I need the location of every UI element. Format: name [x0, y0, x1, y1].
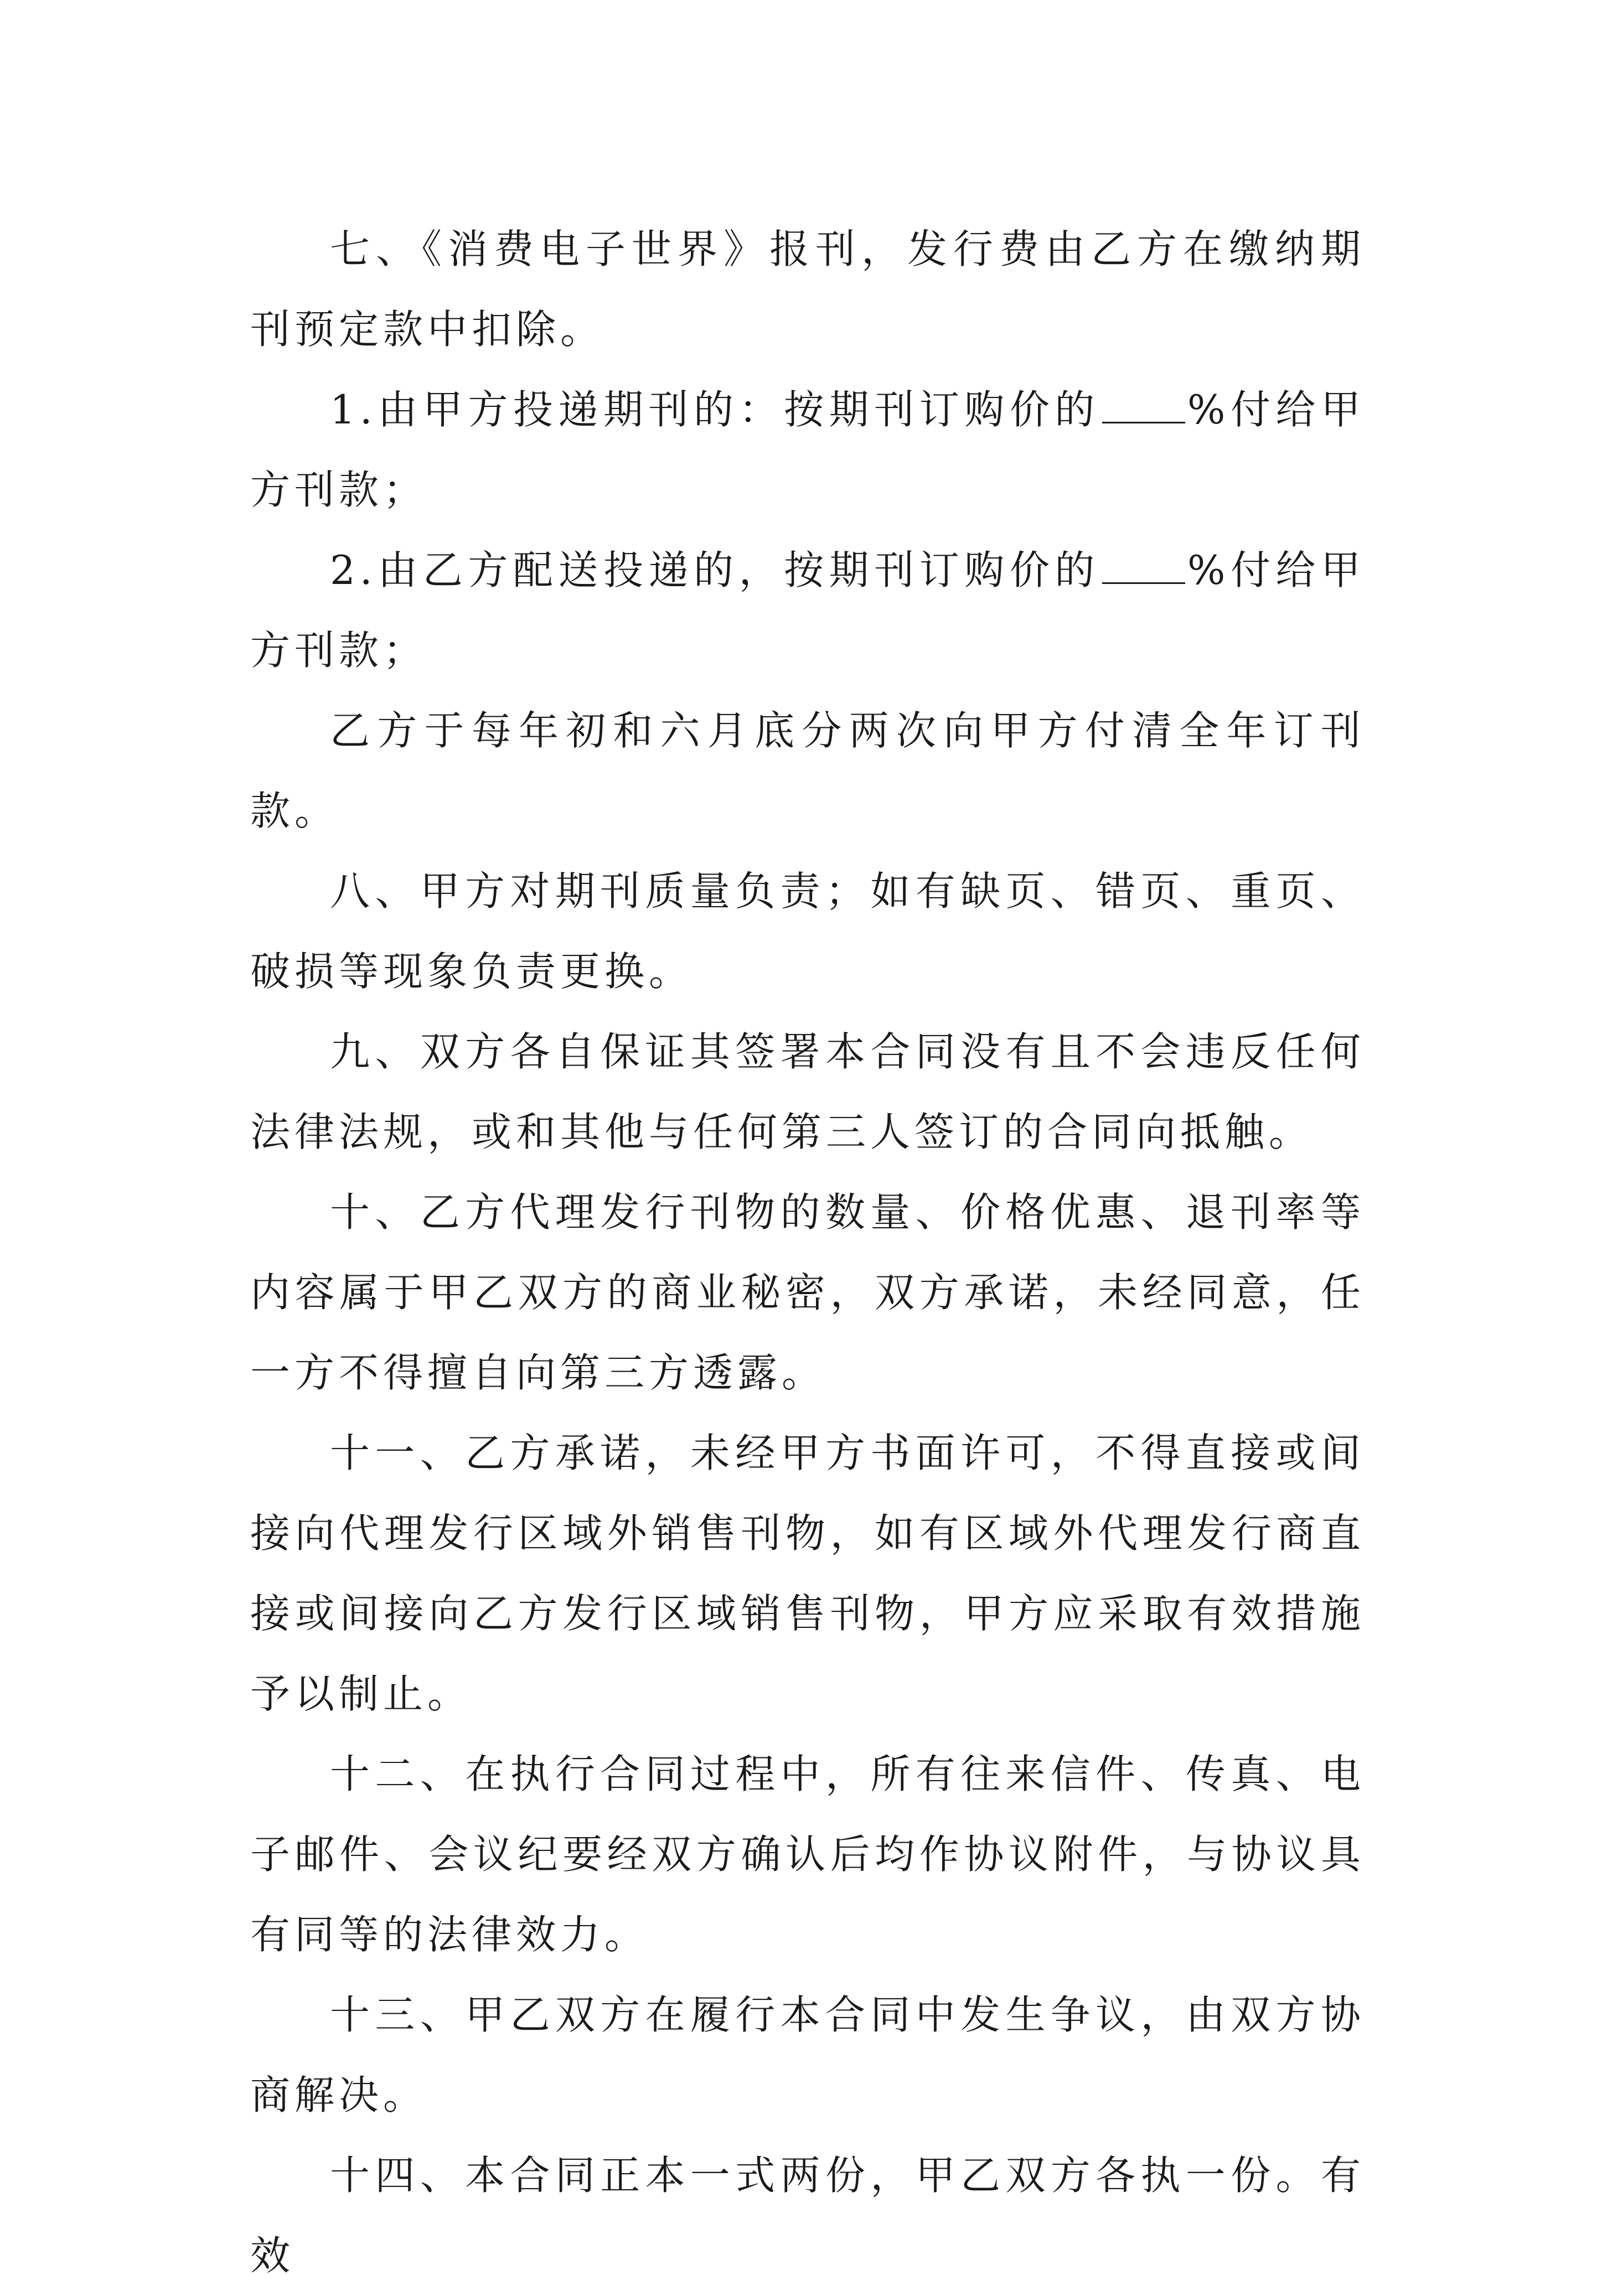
- clause-7-item-1-tail: %付给甲方刊款；: [250, 386, 1365, 513]
- percentage-blank-1: [1102, 389, 1185, 423]
- percentage-blank-2: [1102, 549, 1185, 584]
- clause-7-item-2: [250, 530, 1365, 691]
- clause-7-item-2-tail: %付给甲方刊款；: [250, 547, 1365, 674]
- clause-7-item-1-text: 1.由甲方投递期刊的：按期刊订购价的: [330, 386, 1100, 433]
- clause-10: 十、乙方代理发行刊物的数量、价格优惠、退刊率等内容属于甲乙双方的商业秘密，双方承诺，未经同意，任一方不得擅自向第三方透露。: [250, 1189, 1365, 1396]
- clause-13: 十三、甲乙双方在履行本合同中发生争议，由双方协商解决。: [250, 1992, 1365, 2118]
- clause-7: 七、《消费电子世界》报刊，发行费由乙方在缴纳期刊预定款中扣除。: [250, 226, 1365, 353]
- clause-9: 九、双方各自保证其签署本合同没有且不会违反任何法律法规，或和其他与任何第三人签订的合同向抵触。: [250, 1028, 1365, 1155]
- clause-8: 八、甲方对期刊质量负责；如有缺页、错页、重页、破损等现象负责更换。: [250, 868, 1365, 995]
- clause-7-item-1: [250, 370, 1365, 530]
- clause-7-item-2-text: 2.由乙方配送投递的，按期刊订购价的: [330, 547, 1100, 593]
- document-body: [250, 209, 1365, 2296]
- clause-7-payment: 乙方于每年初和六月底分两次向甲方付清全年订刊款。: [250, 707, 1365, 834]
- clause-11: 十一、乙方承诺，未经甲方书面许可，不得直接或间接向代理发行区域外销售刊物，如有区域外代理发行商直接或间接向乙方发行区域销售刊物，甲方应采取有效措施予以制止。: [250, 1430, 1365, 1717]
- clause-12: 十二、在执行合同过程中，所有往来信件、传真、电子邮件、会议纪要经双方确认后均作协议附件，与协议具有同等的法律效力。: [250, 1751, 1365, 1958]
- clause-14: 十四、本合同正本一式两份，甲乙双方各执一份。有效: [250, 2152, 1365, 2279]
